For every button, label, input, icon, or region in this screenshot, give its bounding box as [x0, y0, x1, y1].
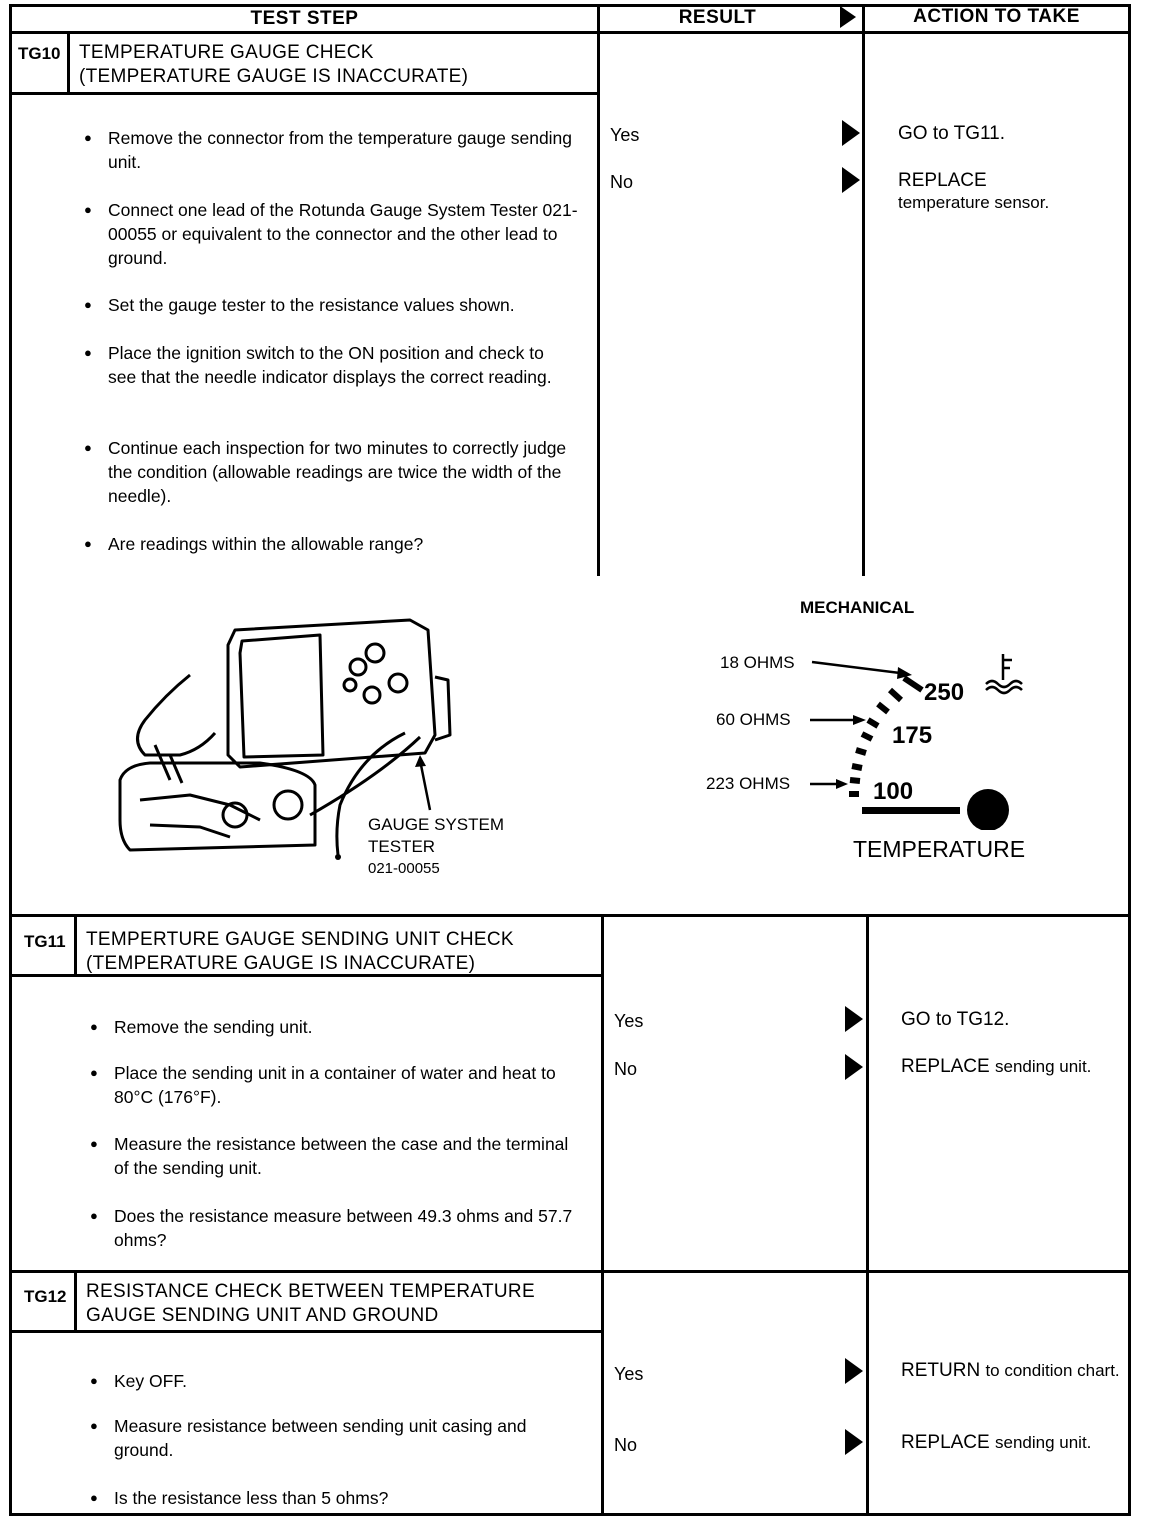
header-test-step: TEST STEP: [250, 8, 359, 29]
tg12-no-label: No: [614, 1435, 638, 1455]
tg11-bullet-4: ● Does the resistance measure between 49.3 ohms and 57.7 ohms?: [90, 1204, 580, 1252]
gauge-caption-bottom: TEMPERATURE: [853, 836, 1026, 862]
gauge-mark-250: 250: [924, 679, 965, 706]
tester-callout-line3: 021-00055: [368, 860, 440, 877]
gauge-label-18-ohms: 18 OHMS: [720, 653, 795, 672]
tg11-yes-label: Yes: [614, 1011, 644, 1031]
tg10-bullet-5: ● Continue each inspection for two minutes to correctly judge the condition (allowable readings are twice the width of the needle).: [84, 436, 584, 508]
tg10-title: [79, 41, 468, 89]
tg12-title-line2: GAUGE SENDING UNIT AND GROUND: [86, 1305, 439, 1326]
tg11-no-action-rest: sending unit.: [994, 1057, 1092, 1076]
gauge-label-60-ohms: 60 OHMS: [716, 710, 791, 729]
tg12-bullet-2: ● Measure resistance between sending unit casing and ground.: [90, 1414, 570, 1462]
tg11-yes-arrow-icon: [845, 1006, 863, 1032]
tg11-id-divider: [74, 917, 77, 977]
tg12-yes-action: [901, 1359, 1123, 1383]
tg10-no-action-strong: REPLACE: [898, 170, 987, 191]
tg12-step-id: TG12: [24, 1287, 67, 1306]
frame-left: [9, 4, 12, 1516]
tg11-bullet-1: ● Remove the sending unit.: [90, 1015, 580, 1039]
tg11-title: [86, 928, 514, 976]
tg12-title-divider: [9, 1330, 602, 1333]
tg12-top-divider: [9, 1270, 1131, 1273]
tg10-yes-label: Yes: [610, 125, 640, 145]
header-result: RESULT: [678, 7, 757, 28]
tg10-title-divider: [9, 92, 598, 95]
tg10-col2-divider: [862, 31, 865, 576]
tg11-no-action-strong: REPLACE: [901, 1056, 990, 1077]
tg10-bullet-3: ● Set the gauge tester to the resistance values shown.: [84, 293, 589, 317]
tg10-yes-arrow-icon: [842, 120, 860, 146]
gauge-mark-175: 175: [892, 722, 933, 749]
tg12-yes-action-rest: to condition chart.: [985, 1361, 1120, 1380]
tg11-no-arrow-icon: [845, 1054, 863, 1080]
tg12-no-arrow-icon: [845, 1429, 863, 1455]
tg12-title-line1: RESISTANCE CHECK BETWEEN TEMPERATURE: [86, 1281, 535, 1302]
lower-col2-divider: [866, 914, 869, 1516]
tester-callout-line1: GAUGE SYSTEM: [368, 815, 505, 834]
tg12-title: [86, 1280, 535, 1328]
tg11-top-divider: [9, 914, 1131, 917]
tg10-bullet-6: ● Are readings within the allowable range?: [84, 532, 584, 556]
tg11-bullet-3: ● Measure the resistance between the case and the terminal of the sending unit.: [90, 1132, 580, 1180]
frame-right: [1128, 4, 1131, 1516]
tg11-yes-action-strong: GO to TG12.: [901, 1009, 1010, 1030]
tg10-step-id: TG10: [18, 44, 61, 63]
tg10-bullet-4: ● Place the ignition switch to the ON position and check to see that the needle indicator displays the correct reading.: [84, 341, 569, 389]
gauge-mark-100: 100: [873, 778, 914, 805]
tg10-bullet-2: ● Connect one lead of the Rotunda Gauge System Tester 021-00055 or equivalent to the connector and the other lead to ground.: [84, 198, 584, 270]
tg12-bullet-1: ● Key OFF.: [90, 1369, 570, 1393]
gauge-caption-top: MECHANICAL: [800, 598, 915, 617]
tg11-step-id: TG11: [24, 932, 66, 951]
tg12-id-divider: [74, 1273, 77, 1333]
tg10-yes-action: [898, 122, 1123, 146]
tg12-yes-action-strong: RETURN: [901, 1360, 981, 1381]
tg11-title-line2: (TEMPERATURE GAUGE IS INACCURATE): [86, 953, 476, 974]
tg11-no-action: [901, 1055, 1101, 1079]
tg10-id-divider: [67, 34, 70, 94]
tg11-yes-action: [901, 1008, 1123, 1032]
tg12-no-action-strong: REPLACE: [901, 1432, 990, 1453]
tg12-yes-arrow-icon: [845, 1358, 863, 1384]
tg10-bullet-1: ● Remove the connector from the temperature gauge sending unit.: [84, 126, 579, 174]
tg11-no-label: No: [614, 1059, 638, 1079]
tester-callout: [368, 814, 504, 880]
tg10-title-line2: (TEMPERATURE GAUGE IS INACCURATE): [79, 66, 469, 87]
tg12-bullet-3: ● Is the resistance less than 5 ohms?: [90, 1486, 580, 1510]
lower-col1-divider: [601, 914, 604, 1516]
tg12-no-action: [901, 1431, 1101, 1455]
tg10-no-label: No: [610, 172, 634, 192]
gauge-label-223-ohms: 223 OHMS: [706, 774, 791, 793]
header-divider: [9, 31, 1131, 34]
tg10-title-line1: TEMPERATURE GAUGE CHECK: [79, 42, 374, 63]
tg10-no-action: [898, 169, 1123, 213]
tg10-no-arrow-icon: [842, 167, 860, 193]
frame-bottom: [9, 1513, 1131, 1516]
tg11-title-line1: TEMPERTURE GAUGE SENDING UNIT CHECK: [86, 929, 514, 950]
tg10-col1-divider: [597, 31, 600, 576]
tg12-yes-label: Yes: [614, 1364, 644, 1384]
tg10-yes-action-strong: GO to TG11.: [898, 123, 1006, 144]
tg11-bullet-2: ● Place the sending unit in a container of water and heat to 80°C (176°F).: [90, 1061, 570, 1109]
tester-callout-line2: TESTER: [368, 837, 436, 856]
tg10-no-action-rest: temperature sensor.: [898, 193, 1050, 212]
tg12-no-action-rest: sending unit.: [994, 1433, 1092, 1452]
header-arrow-icon: [840, 6, 856, 28]
header-action: ACTION TO TAKE: [913, 6, 1080, 27]
